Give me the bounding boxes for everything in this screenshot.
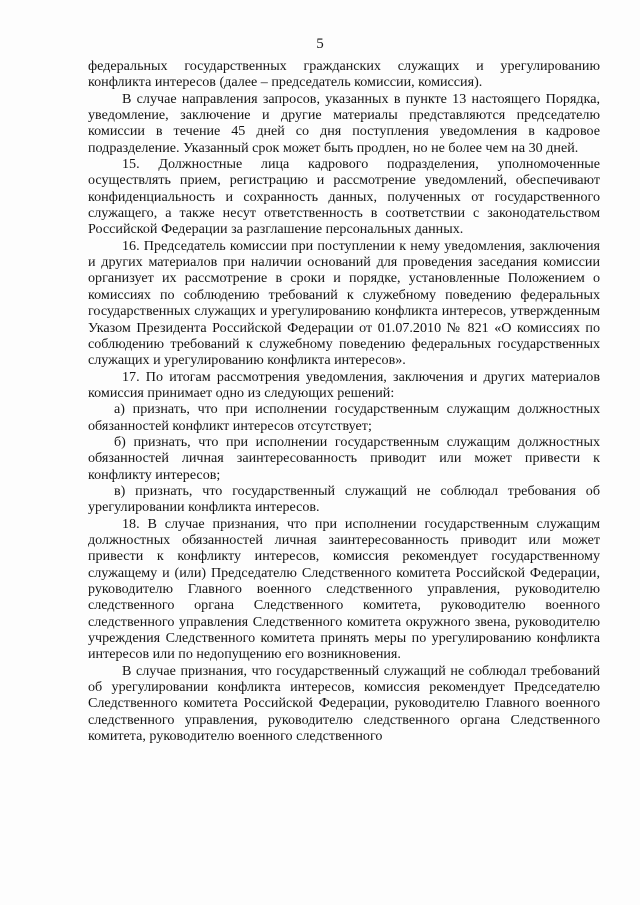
paragraph-non-compliance: В случае признания, что государственный служащий не соблюдал требований об урегулировании конфликта интересов, комиссия рекомендует Председателю Следственного комитета Российской Федерации, руководителю Главного военного следственного управления, руководителю следственного органа Следственного комитета, руководителю военного следственного bbox=[88, 662, 600, 745]
paragraph-item-17: 17. По итогам рассмотрения уведомления, заключения и других материалов комиссия принимает одно из следующих решений: bbox=[88, 368, 600, 401]
paragraph-item-18: 18. В случае признания, что при исполнении государственным служащим должностных обязанностей личная заинтересованность приводит или может привести к конфликту интересов, комиссия рекомендует государственному служащему и (или) Председателю Следственного комитета Российской Федерации, руководителю Главного военного следственного управления, руководителю следственного органа Следственного комитета, руководителю военного следственного управления Следственного комитета окружного звена, руководителю учреждения Следственного комитета принять меры по урегулированию конфликта интересов или по недопущению его возникновения. bbox=[88, 515, 600, 663]
paragraph-item-16: 16. Председатель комиссии при поступлении к нему уведомления, заключения и других материалов при наличии оснований для проведения заседания комиссии организует их рассмотрение в сроки и порядке, установленные Положением о комиссиях по соблюдению требований к служебному поведению федеральных государственных служащих и урегулированию конфликта интересов, утвержденным Указом Президента Российской Федерации от 01.07.2010 № 821 «О комиссиях по соблюдению требований к служебному поведению федеральных государственных служащих и урегулированию конфликта интересов». bbox=[88, 237, 600, 369]
paragraph-item-17-a: а) признать, что при исполнении государственным служащим должностных обязанностей конфликт интересов отсутствует; bbox=[88, 401, 600, 434]
paragraph-item-17-c: в) признать, что государственный служащий не соблюдал требования об урегулировании конфликта интересов. bbox=[88, 482, 600, 516]
page-number: 5 bbox=[316, 36, 324, 52]
paragraph-item-15: 15. Должностные лица кадрового подразделения, уполномоченные осуществлять прием, регистрацию и рассмотрение уведомлений, обеспечивают конфиденциальность и сохранность данных, полученных от государственного служащего, а также несут ответственность в соответствии с законодательством Российской Федерации за разглашение персональных данных. bbox=[88, 156, 600, 238]
document-body bbox=[88, 58, 600, 744]
paragraph-requests-deadline: В случае направления запросов, указанных в пункте 13 настоящего Порядка, уведомление, заключение и другие материалы представляются председателю комиссии в течение 45 дней со дня поступления уведомления в кадровое подразделение. Указанный срок может быть продлен, но не более чем на 30 дней. bbox=[88, 90, 600, 156]
paragraph-item-17-b: б) признать, что при исполнении государственным служащим должностных обязанностей личная заинтересованность приводит или может привести к конфликту интересов; bbox=[88, 433, 600, 483]
paragraph-continuation: федеральных государственных гражданских служащих и урегулированию конфликта интересов (далее – председатель комиссии, комиссия). bbox=[88, 58, 600, 91]
